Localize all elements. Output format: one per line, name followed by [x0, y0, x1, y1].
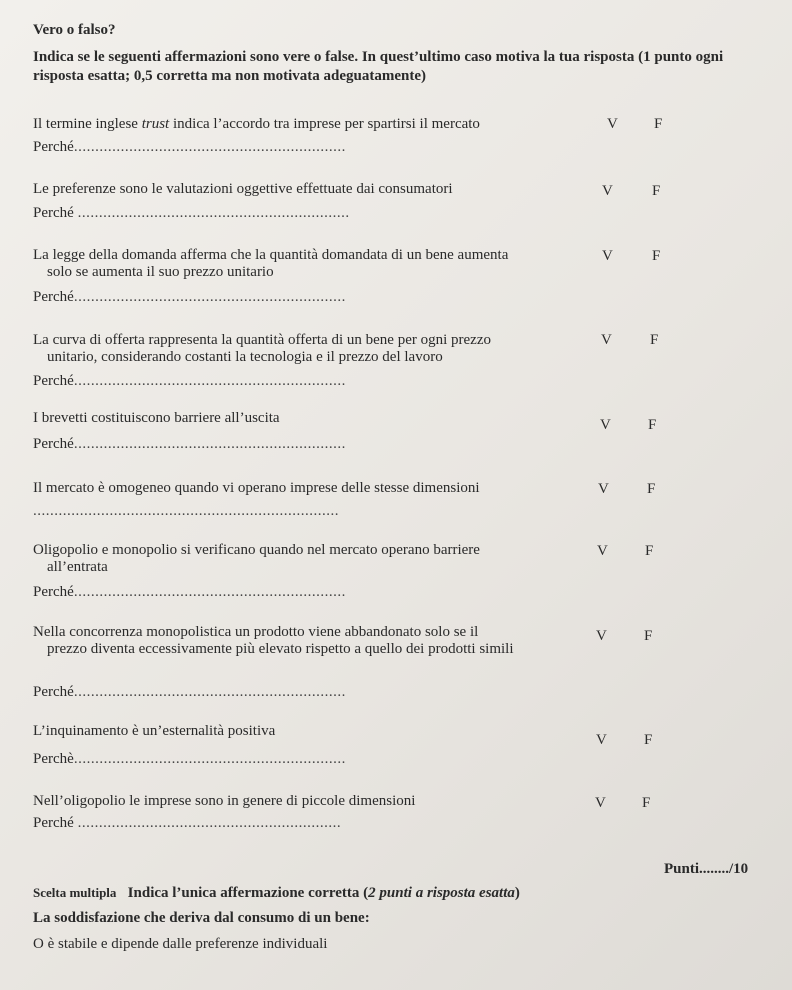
statement-6: Il mercato è omogeneo quando vi operano imprese delle stesse dimensioni: [33, 480, 480, 496]
false-option-6[interactable]: F: [647, 481, 656, 497]
perche-line-2[interactable]: Perché ................................................................: [33, 205, 350, 221]
perche-line-7[interactable]: Perché................................................................: [33, 584, 346, 600]
true-option-3[interactable]: V: [602, 248, 613, 264]
false-option-5[interactable]: F: [648, 417, 657, 433]
false-option-2[interactable]: F: [652, 183, 661, 199]
statement-10: Nell’oligopolio le imprese sono in genere di piccole dimensioni: [33, 793, 416, 809]
perche-line-5[interactable]: Perché................................................................: [33, 436, 346, 452]
statement-4: La curva di offerta rappresenta la quantità offerta di un bene per ogni prezzo unitario, considerando costanti la tecnologia e il prezzo del lavoro: [33, 332, 491, 365]
true-option-10[interactable]: V: [595, 795, 606, 811]
false-option-3[interactable]: F: [652, 248, 661, 264]
statement-7: Oligopolio e monopolio si verificano quando nel mercato operano barriere all’entrata: [33, 542, 480, 575]
true-option-6[interactable]: V: [598, 481, 609, 497]
true-option-5[interactable]: V: [600, 417, 611, 433]
false-option-7[interactable]: F: [645, 543, 654, 559]
false-option-8[interactable]: F: [644, 628, 653, 644]
perche-line-3[interactable]: Perché................................................................: [33, 289, 346, 305]
false-option-4[interactable]: F: [650, 332, 659, 348]
statement-5: I brevetti costituiscono barriere all’uscita: [33, 410, 280, 426]
mc-option-1[interactable]: O è stabile e dipende dalle preferenze individuali: [33, 936, 328, 952]
page-title: Vero o falso?: [33, 22, 116, 38]
instructions: Indica se le seguenti affermazioni sono vere o false. In quest’ultimo caso motiva la tua risposta (1 punto ogni risposta esatta; 0,5 corretta ma non motivata adeguatamente): [33, 49, 724, 84]
false-option-10[interactable]: F: [642, 795, 651, 811]
true-option-9[interactable]: V: [596, 732, 607, 748]
statement-1: Il termine inglese trust indica l’accordo tra imprese per spartirsi il mercato: [33, 116, 480, 132]
true-option-1[interactable]: V: [607, 116, 618, 132]
multiple-choice-heading: Scelta multipla Indica l’unica affermazione corretta (2 punti a risposta esatta): [33, 885, 520, 901]
statement-8: Nella concorrenza monopolistica un prodotto viene abbandonato solo se il prezzo diventa eccessivamente più elevato rispetto a quello dei prodotti simili: [33, 624, 514, 657]
false-option-9[interactable]: F: [644, 732, 653, 748]
perche-line-10[interactable]: Perché ..............................................................: [33, 815, 342, 831]
false-option-1[interactable]: F: [654, 116, 663, 132]
true-option-8[interactable]: V: [596, 628, 607, 644]
true-option-7[interactable]: V: [597, 543, 608, 559]
true-option-2[interactable]: V: [602, 183, 613, 199]
perche-line-8[interactable]: Perché................................................................: [33, 684, 346, 700]
statement-9: L’inquinamento è un’esternalità positiva: [33, 723, 276, 739]
statement-2: Le preferenze sono le valutazioni oggettive effettuate dai consumatori: [33, 181, 453, 197]
score-total: Punti......../10: [664, 861, 749, 877]
perche-line-9[interactable]: Perchè................................................................: [33, 751, 346, 767]
true-option-4[interactable]: V: [601, 332, 612, 348]
perche-line-4[interactable]: Perché................................................................: [33, 373, 346, 389]
answer-line-6[interactable]: ........................................................................: [33, 503, 339, 519]
statement-3: La legge della domanda afferma che la quantità domandata di un bene aumenta solo se aumenta il suo prezzo unitario: [33, 247, 509, 280]
perche-line-1[interactable]: Perché................................................................: [33, 139, 346, 155]
mc-question: La soddisfazione che deriva dal consumo di un bene:: [33, 910, 370, 926]
